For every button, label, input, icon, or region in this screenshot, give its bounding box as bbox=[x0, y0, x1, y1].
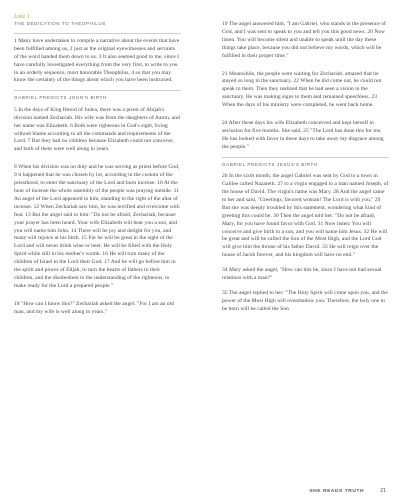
paragraph: 18 "How can I know this?" Zechariah asked the angel. "For I am an old man, and my wife is well along in years." bbox=[14, 300, 174, 315]
paragraph: 35 The angel replied to her: "The Holy Spirit will come upon you, and the power of the Most High will overshadow you. Therefore, the holy one to be born will be called the Son bbox=[222, 289, 388, 312]
section-divider bbox=[14, 90, 181, 91]
paragraph: 21 Meanwhile, the people were waiting for Zechariah, amazed that he stayed so long in the sanctuary. 22 When he did come out, he could not speak to them. Then they realized that he had seen a vision in the sanctuary. He was making signs to them and remained speechless. 23 When the days of his ministry were completed, he went back home. bbox=[222, 70, 382, 109]
book-label: Luke 1 bbox=[14, 14, 30, 20]
paragraph: 8 When his division was on duty and he was serving as priest before God, 9 it happened that he was chosen by lot, according to the custom of the priesthood, to enter the sanctuary of the Lord and burn incense. 10 At the hour of incense the whole assembly of the people was praying outside. 11 An angel of the Lord appeared to him, standing to the right of the altar of incense. 12 When Zechariah saw him, he was terrified and overcome with fear. 13 But the angel said to him: "Do not be afraid, Zechariah, because your prayer has been heard. Your wife Elizabeth will bear you a son, and you will name him John. 14 There will be joy and delight for you, and many will rejoice at his birth. 15 For he will be great in the sight of the Lord and will never drink wine or beer. He will be filled with the Holy Spirit while still in his mother's womb. 16 He will turn many of the children of Israel to the Lord their God. 17 And he will go before him in the spirit and power of Elijah, to turn the hearts of fathers to their children, and the disobedient to the understanding of the righteous, to make ready for the Lord a prepared people." bbox=[14, 164, 180, 289]
section-divider bbox=[222, 157, 389, 158]
section-heading-dedication: THE DEDICATION TO THEOPHILUS bbox=[14, 21, 106, 27]
paragraph: 24 After these days his wife Elizabeth conceived and kept herself in seclusion for five months. She said, 25 "The Lord has done this for me. He has looked with favor in these days to take away my disgrace among the people." bbox=[222, 120, 384, 150]
paragraph: 26 In the sixth month, the angel Gabriel was sent by God to a town in Galilee called Nazareth, 27 to a virgin engaged to a man named Joseph, of the house of David. The virgin's name was Mary. 28 And the angel came to her and said, "Greetings, favored woman! The Lord is with you." 29 But she was deeply troubled by this statement, wondering what kind of greeting this could be. 30 Then the angel told her: "Do not be afraid, Mary, for you have found favor with God. 31 Now listen: You will conceive and give birth to a son, and you will name him Jesus. 32 He will be great and will be called the Son of the Most High, and the Lord God will give him the throne of his father David. 33 He will reign over the house of Jacob forever, and his kingdom will have no end." bbox=[222, 173, 389, 259]
right-column bbox=[222, 14, 389, 314]
section-heading-johns-birth: GABRIEL PREDICTS JOHN'S BIRTH bbox=[14, 95, 107, 101]
page-number: 21 bbox=[380, 488, 386, 494]
footer-brand: SHE READS TRUTH bbox=[309, 488, 365, 494]
left-column bbox=[14, 14, 181, 317]
paragraph: 34 Mary asked the angel, "How can this be, since I have not had sexual relations with a man?" bbox=[222, 267, 382, 282]
section-divider bbox=[14, 33, 181, 34]
paragraph: 19 The angel answered him, "I am Gabriel, who stands in the presence of God, and I was sent to speak to you and tell you this good news. 20 Now listen. You will become silent and unable to speak until the day these things take place, because you did not believe my words, which will be fulfilled in their proper time." bbox=[222, 21, 386, 59]
paragraph: 1 Many have undertaken to compile a narrative about the events that have been fulfilled among us, 2 just as the original eyewitnesses and servants of the word handed them down to us. 3 It also seemed good to me, since I have carefully investigated everything from the very first, to write to you in an orderly sequence, most honorable Theophilus, 4 so that you may know the certainty of the things about which you have been instructed. bbox=[14, 37, 180, 84]
page-footer bbox=[309, 486, 386, 496]
section-heading-jesus-birth: GABRIEL PREDICTS JESUS'S BIRTH bbox=[222, 161, 318, 167]
paragraph: 5 In the days of King Herod of Judea, there was a priest of Abijah's division named Zechariah. His wife was from the daughters of Aaron, and her name was Elizabeth. 6 Both were righteous in God's sight, living without blame according to all the commands and requirements of the Lord. 7 But they had no children because Elizabeth could not conceive, and both of them were well along in years. bbox=[14, 106, 180, 153]
